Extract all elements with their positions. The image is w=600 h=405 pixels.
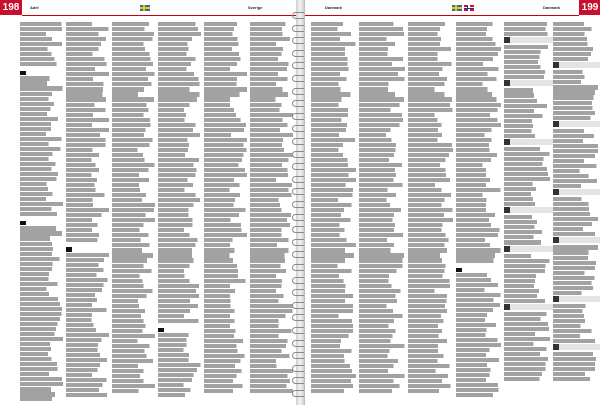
index-column [250,22,296,401]
left-page-columns [20,22,296,401]
left-header-rule [22,15,296,16]
right-header-country: Danmark [543,5,561,10]
right-header-title: Danmark [325,5,343,10]
index-column [20,22,66,401]
index-column [359,22,407,401]
sweden-flag-icon [452,5,462,11]
index-column [204,22,250,401]
right-header-rule [305,15,579,16]
norway-flag-icon [464,5,474,11]
index-column [553,22,600,401]
right-page [304,0,600,405]
index-column [112,22,158,401]
index-column [456,22,504,401]
sweden-flag-icon [140,5,150,11]
right-page-columns [311,22,600,401]
index-column [66,22,112,401]
left-page-number: 198 [0,0,22,15]
index-column [158,22,204,401]
index-column [311,22,359,401]
left-header-title: Adel [30,5,39,10]
left-header-country: Sverige [248,5,263,10]
right-page-number: 199 [579,0,600,15]
index-column [504,22,552,401]
left-page [0,0,297,405]
index-column [408,22,456,401]
